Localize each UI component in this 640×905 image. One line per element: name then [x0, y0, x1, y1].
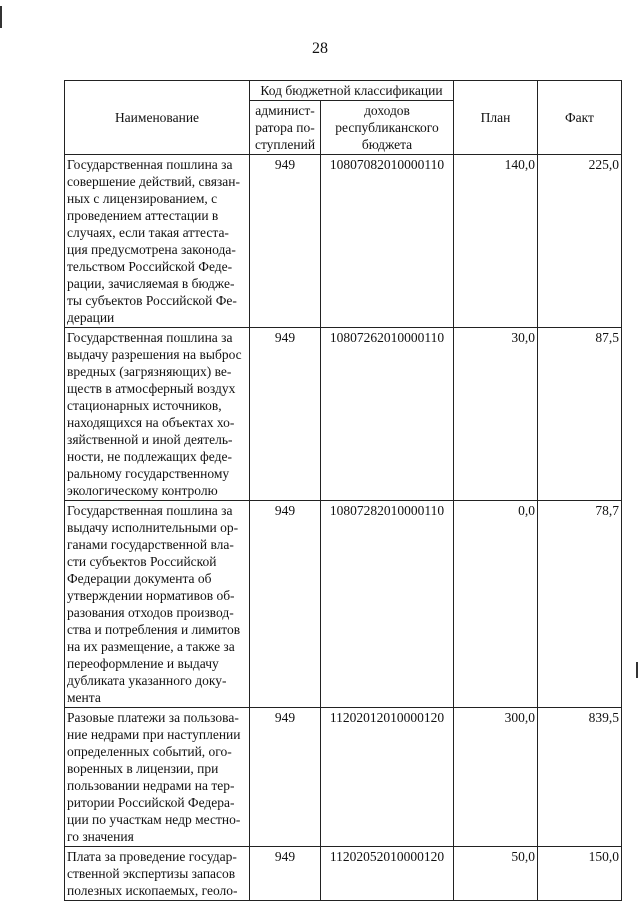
- header-budget-code-group: Код бюджетной классификации: [250, 81, 454, 101]
- header-revenues: доходов республиканского бюджета: [321, 101, 454, 155]
- row-admin-code: 949: [250, 155, 321, 328]
- left-margin-mark: [0, 6, 2, 28]
- right-margin-mark: [636, 662, 638, 678]
- row-name: Плата за проведение государ-ственной экспертизы запасов полезных ископаемых, геоло-: [65, 847, 250, 901]
- row-name: Разовые платежи за пользова-ние недрами при наступлении определенных событий, ого-воренных в лицензии, при пользовании недрами на тер-ритории Российской Федера-ции по участкам недр местно-го значения: [65, 708, 250, 847]
- row-fact: 839,5: [538, 708, 622, 847]
- row-revenue-code: 11202012010000120: [321, 708, 454, 847]
- page-number: 28: [312, 40, 328, 57]
- row-revenue-code: 10807262010000110: [321, 328, 454, 501]
- row-fact: 87,5: [538, 328, 622, 501]
- row-admin-code: 949: [250, 847, 321, 901]
- row-admin-code: 949: [250, 328, 321, 501]
- header-administrator: админист-ратора по-ступлений: [250, 101, 321, 155]
- table-row: [65, 328, 622, 501]
- row-name: Государственная пошлина за совершение действий, связан-ных с лицензированием, с проведением аттестации в случаях, если такая аттеста-ция предусмотрена законода-тельством Российской Феде-рации, зачисляемая в бюдже-ты субъектов Российской Фе-дерации: [65, 155, 250, 328]
- row-fact: 150,0: [538, 847, 622, 901]
- table-row: [65, 847, 622, 901]
- row-admin-code: 949: [250, 708, 321, 847]
- row-plan: 30,0: [454, 328, 538, 501]
- row-fact: 78,7: [538, 501, 622, 708]
- row-fact: 225,0: [538, 155, 622, 328]
- row-plan: 140,0: [454, 155, 538, 328]
- row-name: Государственная пошлина за выдачу исполнительными ор-ганами государственной вла-сти субъектов Российской Федерации документа об утверждении нормативов об-разования отходов производ-ства и потребления и лимитов на их размещение, а также за переоформление и выдачу дубликата указанного доку-мента: [65, 501, 250, 708]
- row-name: Государственная пошлина за выдачу разрешения на выброс вредных (загрязняющих) ве-ществ в атмосферный воздух стационарных источников, находящихся на объектах хо-зяйственной и иной деятель-ности, не подлежащих феде-ральному государственному экологическому контролю: [65, 328, 250, 501]
- row-plan: 0,0: [454, 501, 538, 708]
- table-row: [65, 708, 622, 847]
- header-fact: Факт: [538, 81, 622, 155]
- row-admin-code: 949: [250, 501, 321, 708]
- row-plan: 50,0: [454, 847, 538, 901]
- table-row: [65, 501, 622, 708]
- row-revenue-code: 10807282010000110: [321, 501, 454, 708]
- table-row: [65, 155, 622, 328]
- budget-revenue-table: [64, 80, 622, 901]
- row-revenue-code: 11202052010000120: [321, 847, 454, 901]
- header-name: Наименование: [65, 81, 250, 155]
- row-plan: 300,0: [454, 708, 538, 847]
- row-revenue-code: 10807082010000110: [321, 155, 454, 328]
- header-plan: План: [454, 81, 538, 155]
